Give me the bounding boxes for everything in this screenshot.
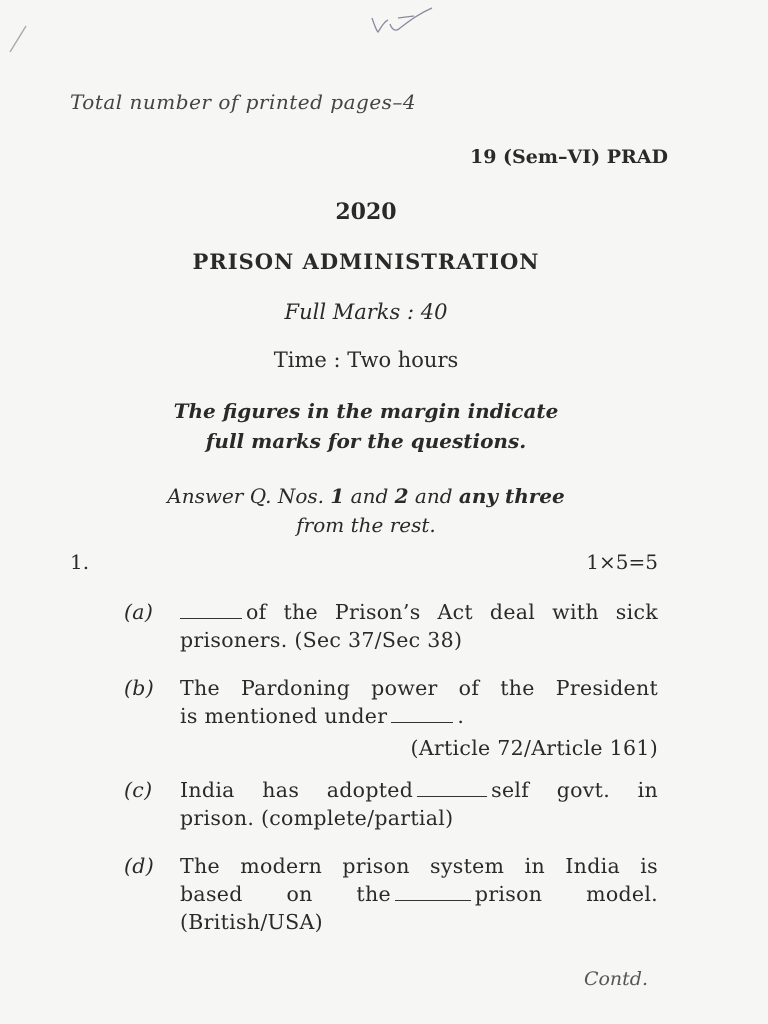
item-label: (d) [124, 854, 155, 878]
item-options: (Article 72/Article 161) [410, 736, 658, 760]
answer-blank [391, 710, 453, 723]
time-allowed: Time : Two hours [273, 348, 459, 372]
answer-blank [395, 888, 471, 901]
paper-code: 19 (Sem–VI) PRAD [470, 146, 668, 168]
item-options: prison. (complete/partial) [180, 806, 454, 830]
answer-blank [417, 784, 487, 797]
answer-prefix: Answer Q. Nos. [167, 484, 331, 508]
item-line [180, 702, 658, 730]
question-item-c [124, 776, 658, 832]
item-text: based on the [180, 882, 391, 906]
question-item-b [124, 674, 658, 762]
exam-year: 2020 [335, 199, 397, 225]
item-text: prison model. [474, 882, 658, 906]
answer-and2: and [408, 484, 459, 508]
continued-note: Contd. [583, 968, 648, 990]
question-marks: 1×5=5 [586, 550, 658, 574]
printed-pages-note: Total number of printed pages–4 [70, 90, 417, 114]
item-options: prisoners. (Sec 37/Sec 38) [180, 628, 463, 652]
item-text: of the Prison’s Act deal with sick [246, 600, 658, 624]
item-line: The Pardoning power of the President [180, 676, 658, 700]
answer-q1: 1 [330, 484, 345, 508]
item-line: The modern prison system in India is [180, 854, 658, 878]
item-text: India has adopted [180, 778, 414, 802]
item-line [180, 880, 658, 908]
pen-stroke-mark [8, 22, 42, 56]
answer-and: and [344, 484, 395, 508]
full-marks: Full Marks : 40 [284, 300, 448, 324]
item-label: (c) [124, 778, 153, 802]
item-text: self govt. in [491, 778, 658, 802]
answer-instruction-line2: from the rest. [296, 513, 436, 537]
marks-instruction [0, 396, 732, 456]
answer-instruction [0, 482, 732, 540]
answer-blank [180, 606, 242, 619]
answer-instruction-line1 [0, 482, 732, 511]
handwritten-tick-mark [368, 4, 440, 38]
answer-q2: 2 [394, 484, 409, 508]
marks-instruction-line2: full marks for the questions. [205, 429, 527, 453]
question-item-d [124, 852, 658, 936]
question-number: 1. [70, 550, 90, 574]
item-text: is mentioned under [180, 704, 388, 728]
question-item-a [124, 598, 658, 654]
item-line [180, 776, 658, 804]
item-line [180, 598, 658, 626]
item-label: (a) [124, 600, 154, 624]
item-text: . [457, 704, 465, 728]
marks-instruction-line1: The figures in the margin indicate [173, 399, 559, 423]
item-label: (b) [124, 676, 155, 700]
item-options: (British/USA) [180, 910, 323, 934]
answer-any-three: any three [458, 484, 565, 508]
subject-title: PRISON ADMINISTRATION [192, 249, 540, 274]
